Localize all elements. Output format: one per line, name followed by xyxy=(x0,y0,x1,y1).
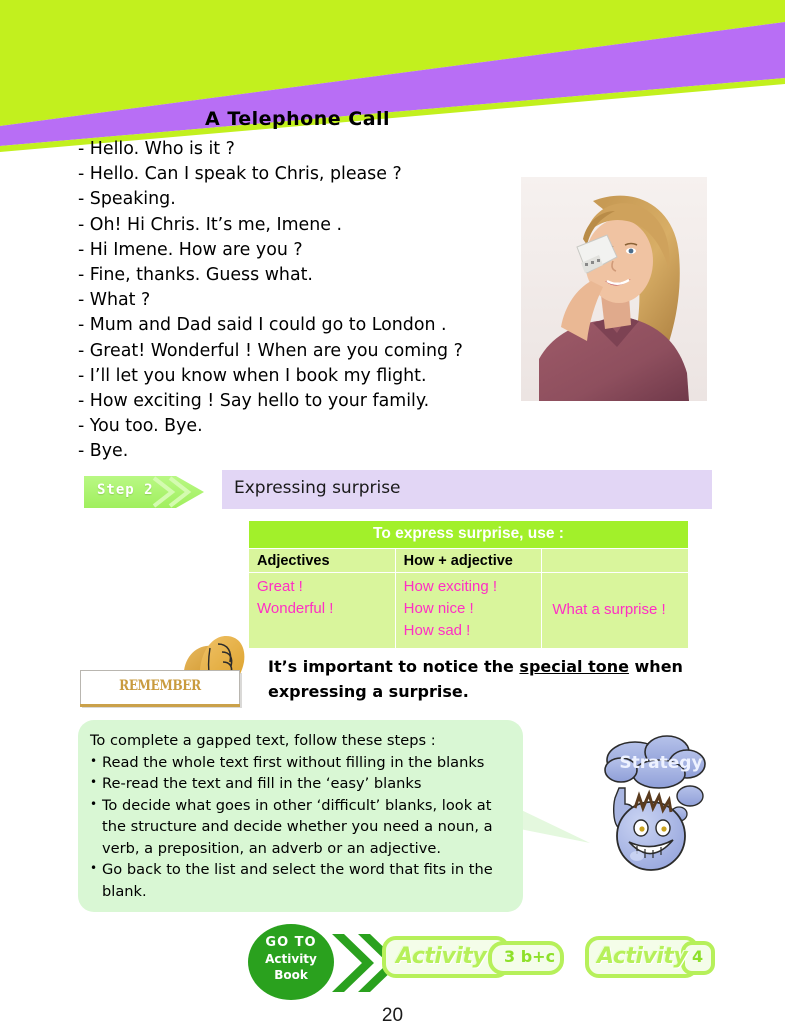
table-cell-line: Wonderful ! xyxy=(257,600,334,617)
go-to-activity-book-label xyxy=(253,935,329,983)
strategy-cloud-label: Strategy xyxy=(619,753,703,773)
dialogue-line: - How exciting ! Say hello to your family. xyxy=(78,391,430,412)
strategy-intro: To complete a gapped text, follow these steps : xyxy=(90,732,436,749)
remember-note xyxy=(268,654,718,704)
activity-badge[interactable] xyxy=(585,936,715,978)
table-header-row xyxy=(249,549,689,573)
goto-line-2: Activity xyxy=(265,952,317,966)
activity-row xyxy=(0,922,785,1004)
table-title-row xyxy=(249,521,689,549)
strategy-character xyxy=(575,730,735,880)
table-cell-line: How nice ! xyxy=(403,600,474,617)
goto-line-1: GO TO xyxy=(265,935,317,950)
dialogue-line: - Speaking. xyxy=(78,189,176,210)
table-col-header-adjectives: Adjectives xyxy=(249,549,396,573)
strategy-item: • Go back to the list and select the word that fits in the blank. xyxy=(90,859,509,902)
dialogue-line: - You too. Bye. xyxy=(78,416,203,437)
dialogue-line: - Oh! Hi Chris. It’s me, Imene . xyxy=(78,214,343,235)
strategy-item: • To decide what goes in other ‘difficult’ blanks, look at the structure and decide whether you need a noun, a verb, a preposition, an adverb or an adjective. xyxy=(90,795,509,860)
dialogue-line: - Great! Wonderful ! When are you coming ? xyxy=(78,340,463,361)
remember-note-part1: It’s important to notice the xyxy=(268,657,520,676)
dialogue-line: - Hi Imene. How are you ? xyxy=(78,239,303,260)
table-cell-line: How exciting ! xyxy=(403,578,498,595)
step-badge xyxy=(80,472,208,512)
strategy-item: • Re-read the text and fill in the ‘easy’ blanks xyxy=(90,773,509,795)
table-cell-line: Great ! xyxy=(257,578,303,595)
table-col-header-empty xyxy=(542,549,689,573)
table-cell-line: How sad ! xyxy=(403,622,471,639)
table-title: To express surprise, use : xyxy=(249,521,689,549)
dialogue-line: - Mum and Dad said I could go to London . xyxy=(78,315,447,336)
strategy-item: • Read the whole text first without filling in the blanks xyxy=(90,752,509,774)
goto-line-3: Book xyxy=(274,968,308,982)
remember-box xyxy=(80,670,240,705)
table-cell-what-a-surprise: What a surprise ! xyxy=(542,573,689,649)
step-section xyxy=(0,470,785,516)
remember-note-part2: when expressing a surprise. xyxy=(268,657,683,701)
step-bar-label: Expressing surprise xyxy=(234,478,401,498)
remember-underbar xyxy=(80,704,240,707)
activity-badge[interactable] xyxy=(382,936,567,978)
remember-note-underlined: special tone xyxy=(519,657,629,676)
strategy-box xyxy=(78,720,523,912)
activity-badge-word: Activity xyxy=(597,944,688,969)
activity-badge-number: 3 b+c xyxy=(504,947,556,966)
step-bar xyxy=(222,470,712,509)
remember-section xyxy=(80,622,720,712)
dialogue-line: - What ? xyxy=(78,290,151,311)
dialogue-line: - Bye. xyxy=(78,441,129,462)
page-title: A Telephone Call xyxy=(205,108,391,130)
dialogue-line: - Hello. Can I speak to Chris, please ? xyxy=(78,164,402,185)
dialogue-line: - Hello. Who is it ? xyxy=(78,139,235,159)
dialogue-list xyxy=(78,137,518,465)
dialogue-line: - Fine, thanks. Guess what. xyxy=(78,265,313,286)
strategy-section xyxy=(0,720,785,920)
header-banner xyxy=(0,0,785,152)
dialogue-line: - I’ll let you know when I book my flight. xyxy=(78,365,427,386)
remember-label: REMEMBER xyxy=(119,678,201,694)
telephone-call-photo xyxy=(521,177,707,401)
step-badge-label: Step 2 xyxy=(97,482,154,498)
activity-badge-number: 4 xyxy=(692,947,704,966)
activity-badge-word: Activity xyxy=(396,944,487,969)
page-number: 20 xyxy=(381,1005,404,1026)
table-col-header-how-adjective: How + adjective xyxy=(395,549,542,573)
